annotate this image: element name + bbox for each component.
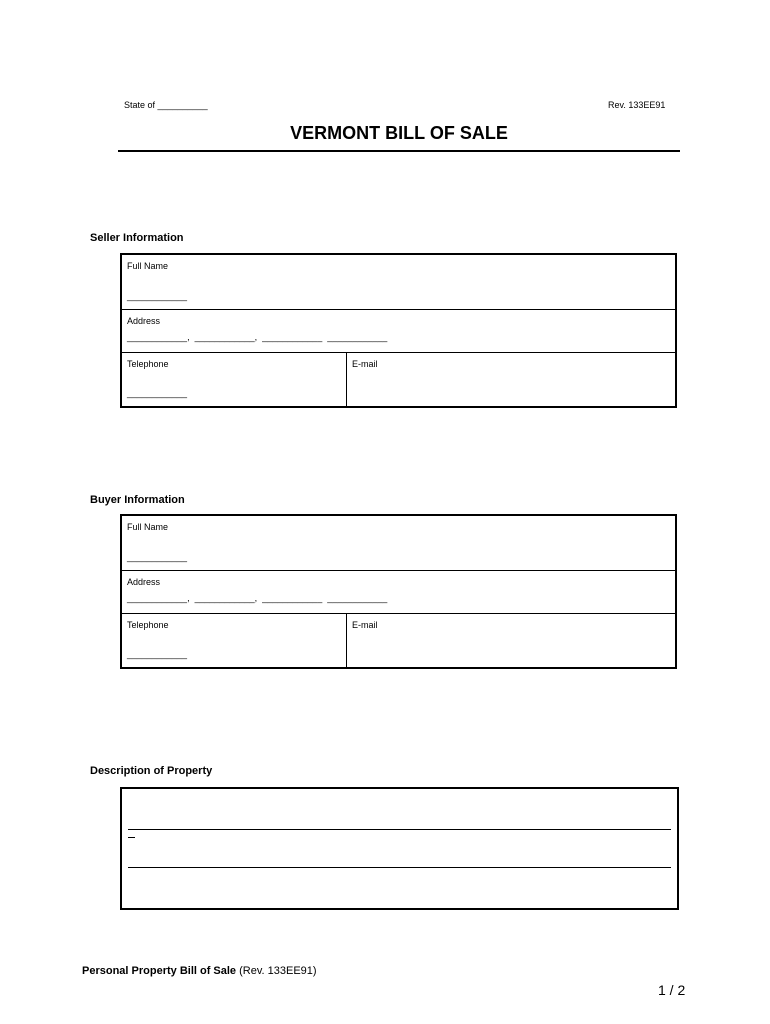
buyer-address-field[interactable]: ____________, ____________, ____________ ____________ bbox=[127, 593, 388, 603]
seller-telephone-cell bbox=[122, 353, 347, 406]
footer-doc-title: Personal Property Bill of Sale bbox=[82, 965, 237, 977]
seller-full-name-field[interactable]: ____________ bbox=[127, 291, 188, 301]
state-of-field: State of __________ bbox=[124, 100, 208, 110]
property-description-box[interactable] bbox=[120, 787, 679, 910]
seller-email-cell[interactable] bbox=[347, 353, 675, 406]
document-title: VERMONT BILL OF SALE bbox=[290, 123, 508, 143]
buyer-full-name-field[interactable]: ____________ bbox=[127, 552, 188, 562]
buyer-full-name-row bbox=[122, 516, 675, 571]
buyer-email-cell[interactable] bbox=[347, 614, 675, 667]
title-divider bbox=[118, 150, 680, 152]
page-number: 1 / 2 bbox=[658, 982, 686, 998]
footer-document-name bbox=[82, 965, 317, 977]
description-line-2 bbox=[128, 867, 671, 868]
buyer-email-label: E-mail bbox=[352, 620, 378, 630]
seller-address-label: Address bbox=[127, 316, 161, 326]
property-section-label: Description of Property bbox=[90, 765, 213, 777]
seller-address-field[interactable]: ____________, ____________, ____________ ____________ bbox=[127, 332, 388, 342]
footer-revision: (Rev. 133EE91) bbox=[239, 965, 317, 977]
buyer-full-name-label: Full Name bbox=[127, 522, 169, 532]
revision-number: Rev. 133EE91 bbox=[608, 100, 666, 110]
seller-email-label: E-mail bbox=[352, 359, 378, 369]
buyer-address-label: Address bbox=[127, 577, 161, 587]
buyer-telephone-label: Telephone bbox=[127, 620, 169, 630]
seller-telephone-label: Telephone bbox=[127, 359, 169, 369]
buyer-telephone-field[interactable]: ____________ bbox=[127, 649, 188, 659]
seller-telephone-field[interactable]: ____________ bbox=[127, 388, 188, 398]
buyer-telephone-cell bbox=[122, 614, 347, 667]
description-continuation-mark bbox=[128, 837, 135, 838]
seller-full-name-label: Full Name bbox=[127, 261, 169, 271]
seller-full-name-row bbox=[122, 255, 675, 310]
buyer-address-row bbox=[122, 571, 675, 614]
seller-info-table bbox=[120, 253, 677, 408]
seller-contact-row bbox=[122, 353, 675, 406]
seller-section-label: Seller Information bbox=[90, 232, 184, 244]
buyer-contact-row bbox=[122, 614, 675, 667]
buyer-info-table bbox=[120, 514, 677, 669]
description-line-1 bbox=[128, 829, 671, 830]
seller-address-row bbox=[122, 310, 675, 353]
buyer-section-label: Buyer Information bbox=[90, 494, 185, 506]
